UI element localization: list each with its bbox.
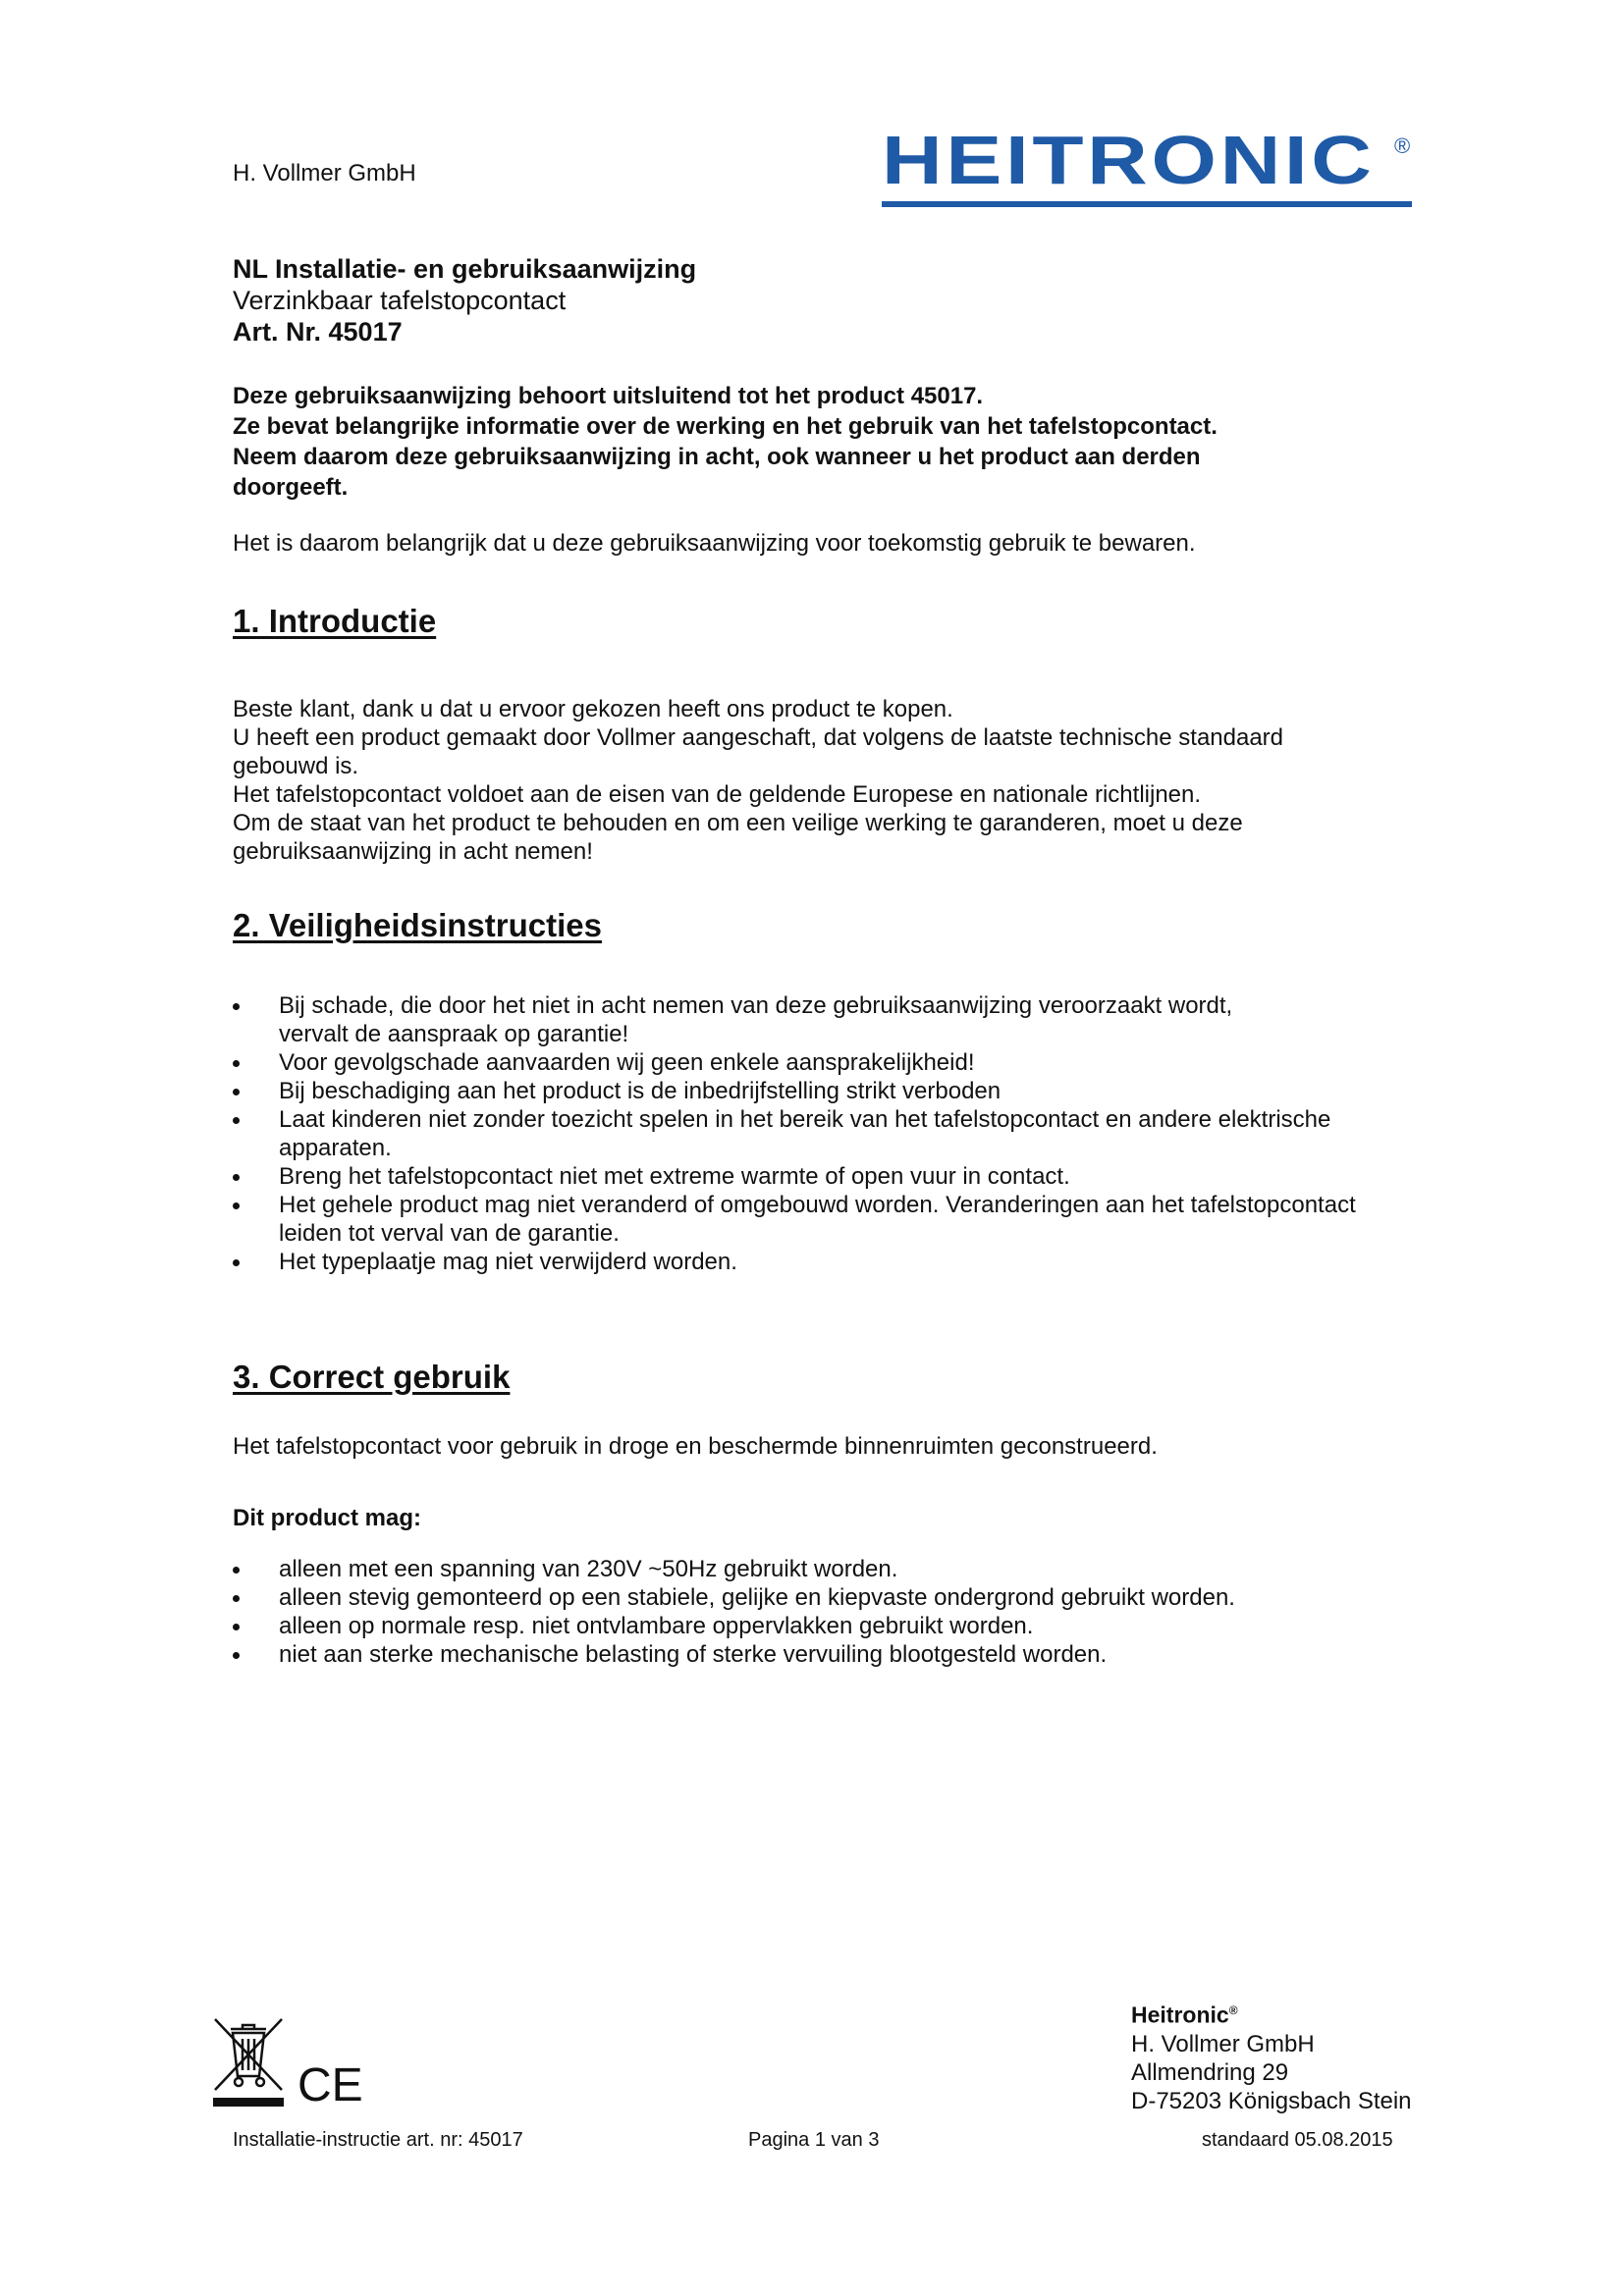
address-company: H. Vollmer GmbH [1131,2030,1315,2057]
list-item: alleen stevig gemonteerd op een stabiele, gelijke en kiepvaste ondergrond gebruikt worden. [233,1583,1411,1612]
section-3-heading: 3. Correct gebruik [233,1359,511,1395]
intro-line: Neem daarom deze gebruiksaanwijzing in acht, ook wanneer u het product aan derden doorgeeft. [233,444,1201,501]
address-city: D-75203 Königsbach Stein [1131,2087,1412,2114]
logo-text: HEITRONIC [882,122,1376,198]
list-item: niet aan sterke mechanische belasting of sterke vervuiling blootgesteld worden. [233,1640,1411,1669]
list-item: Laat kinderen niet zonder toezicht spelen in het bereik van het tafelstopcontact en andere elektrische apparaten. [233,1105,1411,1162]
weee-bin-icon [209,2015,288,2109]
section-3-subheading: Dit product mag: [233,1505,421,1531]
document-title [233,253,696,347]
ce-mark-text: CE [298,2059,363,2107]
footer-page-number: Pagina 1 van 3 [748,2129,880,2151]
intro-bold-block [233,381,1411,503]
list-item: alleen op normale resp. niet ontvlambare oppervlakken gebruikt worden. [233,1612,1411,1640]
list-item: Breng het tafelstopcontact niet met extreme warmte of open vuur in contact. [233,1162,1411,1191]
section-1-heading: 1. Introductie [233,603,437,639]
list-item: Het gehele product mag niet veranderd of omgebouwd worden. Veranderingen aan het tafelstopcontact leiden tot verval van de garantie. [233,1191,1411,1248]
intro-line: Deze gebruiksaanwijzing behoort uitsluitend tot het product 45017. [233,383,984,409]
address-street: Allmendring 29 [1131,2058,1289,2086]
header-company: H. Vollmer GmbH [233,160,416,187]
intro-line: Ze bevat belangrijke informatie over de werking en het gebruik van het tafelstopcontact. [233,413,1218,440]
list-item: Voor gevolgschade aanvaarden wij geen enkele aansprakelijkheid! [233,1048,1411,1077]
heitronic-logo [882,122,1412,198]
section-1-paragraph: Beste klant, dank u dat u ervoor gekozen heeft ons product te kopen. U heeft een product gemaakt door Vollmer aangeschaft, dat volgens de laatste technische standaard gebouwd is. Het tafelstopcontact voldoet aan de eisen van de geldende Europese en nationale richtlijnen. Om de staat van het product te behouden en om een veilige werking te garanderen, moet u deze gebruiksaanwijzing in acht nemen! [233,696,1284,865]
usage-list [233,1555,1411,1669]
footer-left: Installatie-instructie art. nr: 45017 [233,2129,523,2151]
company-address [1131,1997,1412,2115]
title-line-2: Verzinkbaar tafelstopcontact [233,286,567,315]
footer-right: standaard 05.08.2015 [1202,2129,1393,2151]
address-brand-reg: ® [1228,2003,1238,2017]
list-item: Het typeplaatje mag niet verwijderd worden. [233,1248,1411,1276]
ce-mark-icon [298,2059,366,2107]
logo-underline [882,201,1412,207]
title-line-1: NL Installatie- en gebruiksaanwijzing [233,254,697,284]
safety-list [233,991,1411,1276]
title-line-3: Art. Nr. 45017 [233,317,403,347]
list-item: Bij beschadiging aan het product is de inbedrijfstelling strikt verboden [233,1077,1411,1105]
logo-registered-mark: ® [1394,133,1411,158]
keep-note: Het is daarom belangrijk dat u deze gebruiksaanwijzing voor toekomstig gebruik te bewaren. [233,530,1196,557]
address-brand: Heitronic® [1131,2002,1238,2028]
list-item: alleen met een spanning van 230V ~50Hz gebruikt worden. [233,1555,1411,1583]
list-item: Bij schade, die door het niet in acht nemen van deze gebruiksaanwijzing veroorzaakt wordt, vervalt de aanspraak op garantie! [233,991,1411,1048]
section-3-paragraph: Het tafelstopcontact voor gebruik in droge en beschermde binnenruimten geconstrueerd. [233,1433,1158,1460]
section-2-heading: 2. Veiligheidsinstructies [233,907,602,943]
